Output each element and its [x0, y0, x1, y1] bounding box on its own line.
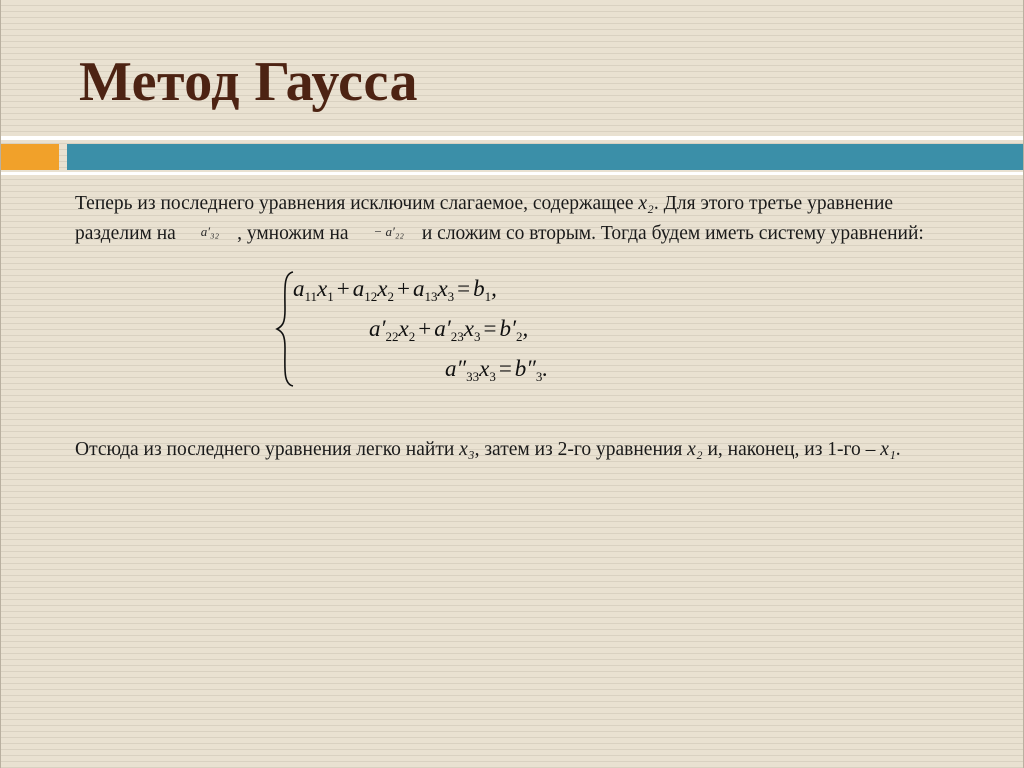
variable-x2: x₂ — [687, 439, 703, 460]
paragraph-text: и сложим со вторым. Тогда будем иметь систему уравнений: — [421, 223, 924, 244]
variable-x1: x₁ — [880, 439, 896, 460]
accent-bar-teal — [67, 144, 1024, 170]
equation-row-1: $a_{11}x_1 + a_{12}x_2 + a_{13}x_3 = b_1$, — [293, 276, 497, 304]
equation-system — [271, 270, 591, 390]
paragraph-back-substitution — [75, 436, 965, 464]
paragraph-text: и, наконец, из 1-го – — [702, 439, 881, 460]
paragraph-text: . Для этого третье уравнение разделим на — [75, 193, 894, 244]
coefficient-a32: a′₃₂ — [200, 224, 220, 239]
paragraph-text: , умножим на — [237, 223, 349, 244]
paragraph-elimination — [75, 190, 965, 248]
paragraph-text: , затем из 2-го уравнения — [474, 439, 688, 460]
paragraph-text: Отсюда из последнего уравнения легко найти — [75, 439, 460, 460]
equation-row-2: $a'_{22}x_2 + a'_{23}x_3 = b'_2$, — [369, 316, 529, 344]
paragraph-text: Теперь из последнего уравнения исключим слагаемое, содержащее — [75, 193, 639, 214]
equation-row-3: $a''_{33}x_3 = b''_3$. — [445, 356, 549, 384]
coefficient-minus-a22: − a′₂₂ — [373, 224, 404, 239]
slide-title: Метод Гаусса — [79, 51, 418, 113]
title-divider-bottom — [1, 172, 1024, 175]
variable-x2: x₂ — [638, 193, 654, 214]
paragraph-text: . — [895, 439, 901, 460]
accent-bar-orange — [1, 144, 59, 170]
variable-x3: x₃ — [459, 439, 475, 460]
title-divider-top — [1, 136, 1024, 140]
